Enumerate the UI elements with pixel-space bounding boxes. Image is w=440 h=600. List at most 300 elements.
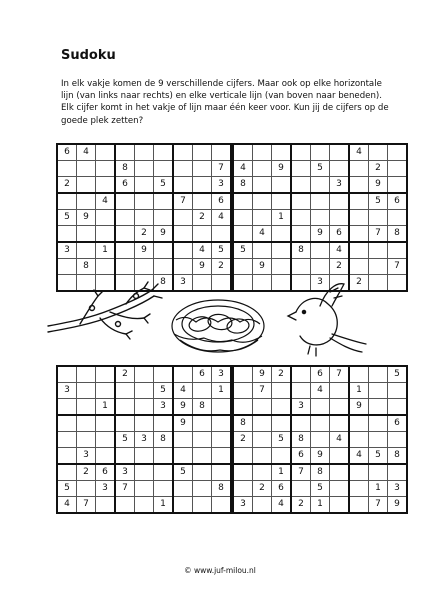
- sudoku-cell: 2: [330, 259, 350, 275]
- sudoku-cell: [349, 226, 369, 243]
- sudoku-cell: [291, 161, 311, 177]
- sudoku-cell: 5: [369, 448, 388, 465]
- sudoku-cell: [330, 193, 350, 210]
- sudoku-cell: [330, 481, 350, 497]
- sudoku-cell: [173, 161, 193, 177]
- sudoku-cell: [272, 415, 292, 432]
- sudoku-cell: [193, 383, 212, 399]
- sudoku-row: [233, 144, 407, 161]
- sudoku-cell: 4: [311, 383, 330, 399]
- sudoku-cell: [311, 399, 330, 416]
- sudoku-cell: 7: [388, 259, 408, 275]
- sudoku-cell: [212, 144, 232, 161]
- sudoku-cell: [349, 481, 369, 497]
- sudoku-row: [233, 415, 407, 432]
- sudoku-cell: [349, 259, 369, 275]
- sudoku-cell: [253, 399, 272, 416]
- sudoku-cell: [77, 399, 96, 416]
- sudoku-cell: 4: [253, 226, 272, 243]
- sudoku-cell: [253, 432, 272, 448]
- sudoku-cell: [115, 497, 135, 514]
- sudoku-cell: 4: [330, 242, 350, 259]
- sudoku-row: [233, 497, 407, 514]
- sudoku-cell: [173, 366, 193, 383]
- sudoku-cell: [57, 448, 77, 465]
- sudoku-cell: [233, 366, 253, 383]
- sudoku-cell: [57, 432, 77, 448]
- sudoku-cell: [135, 144, 154, 161]
- sudoku-cell: [253, 193, 272, 210]
- sudoku-cell: [135, 177, 154, 194]
- sudoku-cell: [388, 177, 408, 194]
- sudoku-row: [57, 399, 231, 416]
- sudoku-cell: 7: [291, 464, 311, 481]
- sudoku-cell: [115, 383, 135, 399]
- sudoku-cell: [193, 415, 212, 432]
- sudoku-cell: [272, 144, 292, 161]
- sudoku-cell: 6: [115, 177, 135, 194]
- sudoku-table: [56, 143, 232, 292]
- sudoku-row: [57, 415, 231, 432]
- sudoku-cell: 5: [115, 432, 135, 448]
- sudoku-cell: 4: [212, 210, 232, 226]
- sudoku-cell: 8: [291, 242, 311, 259]
- branch-illustration: [48, 282, 162, 339]
- sudoku-row: [57, 481, 231, 497]
- sudoku-cell: 8: [311, 464, 330, 481]
- sudoku-cell: 9: [311, 226, 330, 243]
- sudoku-cell: [154, 259, 174, 275]
- sudoku-row: [233, 464, 407, 481]
- sudoku-cell: 3: [154, 399, 174, 416]
- sudoku-cell: [57, 226, 77, 243]
- sudoku-cell: 9: [369, 177, 388, 194]
- sudoku-cell: [193, 464, 212, 481]
- sudoku-cell: 1: [96, 399, 116, 416]
- sudoku-cell: [135, 193, 154, 210]
- sudoku-row: [57, 448, 231, 465]
- sudoku-cell: [291, 226, 311, 243]
- sudoku-cell: 2: [369, 161, 388, 177]
- sudoku-cell: [115, 399, 135, 416]
- sudoku-cell: [193, 193, 212, 210]
- sudoku-cell: 3: [311, 275, 330, 292]
- sudoku-cell: 3: [330, 177, 350, 194]
- sudoku-cell: [349, 210, 369, 226]
- sudoku-row: [233, 383, 407, 399]
- sudoku-cell: [57, 259, 77, 275]
- sudoku-cell: [369, 259, 388, 275]
- sudoku-cell: 9: [193, 259, 212, 275]
- sudoku-cell: 6: [330, 226, 350, 243]
- sudoku-cell: [349, 497, 369, 514]
- sudoku-cell: 9: [272, 161, 292, 177]
- sudoku-cell: 2: [135, 226, 154, 243]
- sudoku-cell: [330, 210, 350, 226]
- sudoku-cell: [77, 366, 96, 383]
- sudoku-cell: [349, 464, 369, 481]
- sudoku-cell: [154, 144, 174, 161]
- sudoku-cell: [193, 161, 212, 177]
- sudoku-cell: [115, 144, 135, 161]
- sudoku-cell: 1: [349, 383, 369, 399]
- sudoku-row: [233, 259, 407, 275]
- bird-illustration: [288, 284, 366, 356]
- sudoku-cell: [311, 259, 330, 275]
- sudoku-cell: [253, 177, 272, 194]
- sudoku-cell: [272, 177, 292, 194]
- sudoku-cell: 2: [115, 366, 135, 383]
- sudoku-cell: [57, 399, 77, 416]
- sudoku-cell: 3: [57, 383, 77, 399]
- sudoku-row: [233, 210, 407, 226]
- sudoku-cell: [253, 242, 272, 259]
- sudoku-cell: 4: [330, 432, 350, 448]
- sudoku-cell: [369, 383, 388, 399]
- sudoku-cell: 4: [349, 448, 369, 465]
- sudoku-cell: [96, 432, 116, 448]
- sudoku-cell: [388, 242, 408, 259]
- sudoku-cell: [349, 366, 369, 383]
- sudoku-cell: 3: [212, 177, 232, 194]
- sudoku-cell: [173, 226, 193, 243]
- sudoku-cell: [212, 448, 232, 465]
- sudoku-cell: [154, 448, 174, 465]
- sudoku-cell: 1: [154, 497, 174, 514]
- sudoku-cell: [173, 144, 193, 161]
- sudoku-cell: 4: [77, 144, 96, 161]
- sudoku-cell: [57, 193, 77, 210]
- sudoku-cell: 9: [253, 259, 272, 275]
- sudoku-cell: 3: [77, 448, 96, 465]
- sudoku-cell: [349, 177, 369, 194]
- sudoku-cell: 5: [311, 161, 330, 177]
- sudoku-cell: 5: [57, 481, 77, 497]
- sudoku-cell: 3: [388, 481, 408, 497]
- sudoku-cell: [77, 193, 96, 210]
- sudoku-cell: 9: [388, 497, 408, 514]
- sudoku-cell: [311, 144, 330, 161]
- sudoku-cell: 5: [311, 481, 330, 497]
- sudoku-cell: [193, 177, 212, 194]
- sudoku-cell: [57, 161, 77, 177]
- sudoku-cell: 4: [173, 383, 193, 399]
- sudoku-cell: 3: [173, 275, 193, 292]
- sudoku-cell: [77, 481, 96, 497]
- sudoku-cell: [212, 415, 232, 432]
- sudoku-cell: [311, 432, 330, 448]
- sudoku-grid-3: [56, 365, 224, 509]
- sudoku-cell: 8: [115, 161, 135, 177]
- sudoku-cell: [77, 383, 96, 399]
- sudoku-cell: [96, 226, 116, 243]
- sudoku-cell: [77, 161, 96, 177]
- sudoku-cell: [115, 193, 135, 210]
- sudoku-cell: [291, 366, 311, 383]
- sudoku-cell: [212, 464, 232, 481]
- sudoku-row: [233, 399, 407, 416]
- sudoku-cell: 4: [193, 242, 212, 259]
- sudoku-cell: 9: [154, 226, 174, 243]
- sudoku-cell: [253, 210, 272, 226]
- sudoku-table: [56, 365, 232, 514]
- sudoku-cell: 7: [369, 226, 388, 243]
- sudoku-cell: 4: [272, 497, 292, 514]
- sudoku-cell: 4: [233, 161, 253, 177]
- sudoku-cell: [272, 448, 292, 465]
- sudoku-cell: [77, 415, 96, 432]
- sudoku-cell: [330, 161, 350, 177]
- sudoku-cell: [233, 481, 253, 497]
- sudoku-cell: [349, 193, 369, 210]
- sudoku-cell: [96, 144, 116, 161]
- sudoku-cell: 2: [212, 259, 232, 275]
- sudoku-cell: [135, 259, 154, 275]
- sudoku-row: [57, 259, 231, 275]
- sudoku-cell: [115, 415, 135, 432]
- sudoku-cell: [272, 242, 292, 259]
- sudoku-cell: [311, 242, 330, 259]
- sudoku-cell: 7: [212, 161, 232, 177]
- sudoku-cell: [291, 193, 311, 210]
- sudoku-cell: 1: [96, 242, 116, 259]
- sudoku-cell: 3: [96, 481, 116, 497]
- page-title: Sudoku: [61, 48, 116, 63]
- sudoku-cell: [154, 210, 174, 226]
- sudoku-cell: [57, 366, 77, 383]
- sudoku-cell: 7: [173, 193, 193, 210]
- sudoku-cell: 4: [349, 144, 369, 161]
- sudoku-cell: [135, 161, 154, 177]
- sudoku-row: [233, 242, 407, 259]
- sudoku-cell: [233, 399, 253, 416]
- sudoku-cell: [212, 497, 232, 514]
- sudoku-cell: [135, 448, 154, 465]
- sudoku-cell: [193, 144, 212, 161]
- sudoku-cell: [388, 161, 408, 177]
- sudoku-cell: [388, 144, 408, 161]
- sudoku-cell: 8: [291, 432, 311, 448]
- illustrations: [40, 278, 400, 360]
- sudoku-cell: [253, 415, 272, 432]
- sudoku-cell: 1: [272, 464, 292, 481]
- sudoku-cell: [233, 448, 253, 465]
- sudoku-cell: 3: [233, 497, 253, 514]
- sudoku-cell: 5: [212, 242, 232, 259]
- sudoku-cell: 5: [369, 193, 388, 210]
- sudoku-cell: [212, 432, 232, 448]
- sudoku-cell: [291, 415, 311, 432]
- sudoku-cell: 1: [272, 210, 292, 226]
- sudoku-grid-2: [232, 143, 400, 287]
- sudoku-cell: [135, 399, 154, 416]
- sudoku-cell: 8: [233, 177, 253, 194]
- sudoku-cell: [154, 161, 174, 177]
- sudoku-cell: 9: [135, 242, 154, 259]
- sudoku-row: [57, 226, 231, 243]
- sudoku-cell: [135, 383, 154, 399]
- sudoku-row: [233, 481, 407, 497]
- sudoku-cell: [193, 226, 212, 243]
- sudoku-cell: 9: [173, 399, 193, 416]
- sudoku-row: [233, 432, 407, 448]
- sudoku-cell: [330, 497, 350, 514]
- sudoku-row: [57, 242, 231, 259]
- sudoku-cell: [173, 497, 193, 514]
- sudoku-table: [232, 365, 408, 514]
- sudoku-cell: [349, 415, 369, 432]
- sudoku-cell: [57, 415, 77, 432]
- sudoku-cell: [96, 177, 116, 194]
- sudoku-cell: [330, 144, 350, 161]
- sudoku-cell: [330, 399, 350, 416]
- sudoku-cell: [154, 464, 174, 481]
- sudoku-cell: [253, 144, 272, 161]
- sudoku-row: [233, 193, 407, 210]
- sudoku-cell: [233, 464, 253, 481]
- sudoku-cell: 9: [349, 399, 369, 416]
- sudoku-cell: 5: [57, 210, 77, 226]
- sudoku-cell: [388, 432, 408, 448]
- sudoku-cell: 3: [57, 242, 77, 259]
- sudoku-cell: 9: [173, 415, 193, 432]
- sudoku-cell: [77, 432, 96, 448]
- sudoku-cell: [212, 399, 232, 416]
- sudoku-cell: 9: [77, 210, 96, 226]
- sudoku-cell: [369, 210, 388, 226]
- sudoku-cell: [233, 193, 253, 210]
- sudoku-cell: [233, 383, 253, 399]
- sudoku-cell: 6: [388, 415, 408, 432]
- sudoku-cell: [272, 259, 292, 275]
- sudoku-cell: [96, 448, 116, 465]
- sudoku-cell: [369, 144, 388, 161]
- sudoku-row: [57, 210, 231, 226]
- sudoku-row: [57, 383, 231, 399]
- sudoku-cell: [369, 432, 388, 448]
- sudoku-cell: [96, 415, 116, 432]
- sudoku-cell: [154, 415, 174, 432]
- sudoku-cell: 8: [388, 226, 408, 243]
- sudoku-cell: [369, 399, 388, 416]
- sudoku-cell: 8: [388, 448, 408, 465]
- sudoku-cell: [135, 481, 154, 497]
- sudoku-cell: 5: [173, 464, 193, 481]
- sudoku-cell: [388, 399, 408, 416]
- sudoku-cell: [173, 210, 193, 226]
- sudoku-cell: 7: [330, 366, 350, 383]
- sudoku-cell: [388, 464, 408, 481]
- sudoku-cell: 2: [272, 366, 292, 383]
- sudoku-cell: [291, 383, 311, 399]
- sudoku-cell: [311, 210, 330, 226]
- sudoku-cell: 8: [77, 259, 96, 275]
- sudoku-cell: [311, 415, 330, 432]
- sudoku-cell: 5: [154, 177, 174, 194]
- sudoku-cell: [349, 161, 369, 177]
- sudoku-cell: 6: [96, 464, 116, 481]
- sudoku-cell: [154, 193, 174, 210]
- nest-illustration: [172, 300, 264, 352]
- sudoku-cell: 2: [349, 275, 369, 292]
- sudoku-cell: [272, 383, 292, 399]
- sudoku-row: [57, 177, 231, 194]
- sudoku-cell: 5: [272, 432, 292, 448]
- sudoku-cell: [388, 210, 408, 226]
- sudoku-cell: [173, 432, 193, 448]
- sudoku-cell: [77, 177, 96, 194]
- sudoku-cell: [272, 226, 292, 243]
- sudoku-cell: [115, 448, 135, 465]
- sudoku-cell: 2: [193, 210, 212, 226]
- sudoku-cell: [173, 481, 193, 497]
- sudoku-row: [57, 144, 231, 161]
- sudoku-cell: [272, 399, 292, 416]
- sudoku-cell: [193, 448, 212, 465]
- sudoku-cell: [77, 242, 96, 259]
- sudoku-cell: 9: [311, 448, 330, 465]
- sudoku-cell: [135, 464, 154, 481]
- sudoku-cell: [349, 432, 369, 448]
- sudoku-cell: 2: [253, 481, 272, 497]
- sudoku-cell: [96, 383, 116, 399]
- sudoku-cell: [173, 242, 193, 259]
- sudoku-cell: 4: [96, 193, 116, 210]
- sudoku-cell: [330, 383, 350, 399]
- sudoku-cell: 6: [193, 366, 212, 383]
- sudoku-cell: 6: [291, 448, 311, 465]
- sudoku-cell: [291, 210, 311, 226]
- sudoku-row: [233, 366, 407, 383]
- sudoku-cell: 5: [154, 383, 174, 399]
- sudoku-cell: [212, 226, 232, 243]
- sudoku-cell: [135, 366, 154, 383]
- sudoku-cell: [291, 259, 311, 275]
- sudoku-cell: [349, 242, 369, 259]
- sudoku-cell: 1: [369, 481, 388, 497]
- sudoku-cell: 9: [253, 366, 272, 383]
- sudoku-cell: [96, 161, 116, 177]
- sudoku-cell: [233, 226, 253, 243]
- sudoku-row: [233, 177, 407, 194]
- sudoku-cell: [115, 210, 135, 226]
- sudoku-cell: 7: [115, 481, 135, 497]
- sudoku-cell: [96, 366, 116, 383]
- sudoku-cell: 2: [233, 432, 253, 448]
- sudoku-cell: 6: [388, 193, 408, 210]
- sudoku-cell: [193, 481, 212, 497]
- sudoku-cell: 8: [154, 275, 174, 292]
- sudoku-cell: 1: [311, 497, 330, 514]
- sudoku-cell: [330, 464, 350, 481]
- sudoku-cell: [173, 259, 193, 275]
- sudoku-cell: [154, 366, 174, 383]
- sudoku-cell: [115, 259, 135, 275]
- sudoku-cell: [57, 464, 77, 481]
- sudoku-cell: 2: [291, 497, 311, 514]
- sudoku-cell: [330, 448, 350, 465]
- sudoku-cell: [154, 242, 174, 259]
- instructions-text: In elk vakje komen de 9 verschillende cijfers. Maar ook op elke horizontale lijn (van links naar rechts) en elke verticale lijn (van boven naar beneden). Elk cijfer komt in het vakje of lijn maar één keer voor. Kun jij de cijfers op de goede plek zetten?: [61, 79, 389, 126]
- sudoku-cell: [272, 193, 292, 210]
- sudoku-row: [57, 366, 231, 383]
- sudoku-cell: [193, 497, 212, 514]
- sudoku-cell: [253, 464, 272, 481]
- sudoku-row: [233, 226, 407, 243]
- sudoku-cell: 6: [272, 481, 292, 497]
- sudoku-cell: 8: [212, 481, 232, 497]
- sudoku-cell: [369, 464, 388, 481]
